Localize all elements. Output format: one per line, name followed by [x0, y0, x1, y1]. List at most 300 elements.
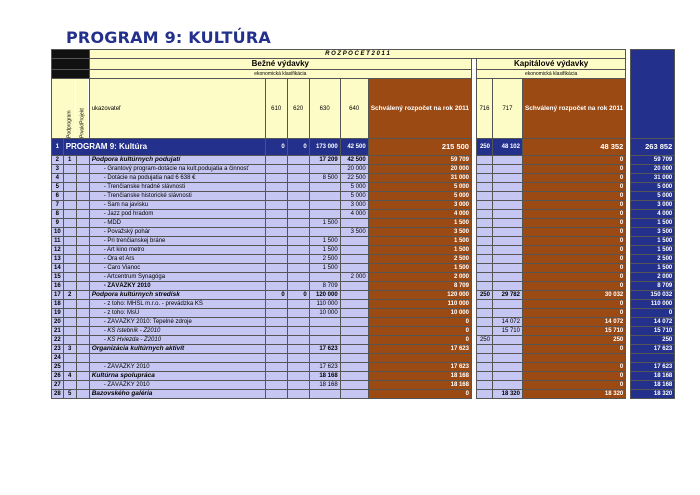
cell-620 [287, 174, 309, 183]
cell-total: 17 623 [631, 345, 675, 354]
cell-630: 2 500 [309, 255, 340, 264]
cell-620 [287, 372, 309, 381]
row-label: - ZÁVÄZKY 2010 [89, 363, 265, 372]
cell-717 [492, 264, 522, 273]
cell-kapitalove-total: 0 [522, 165, 625, 174]
table-row [52, 354, 675, 363]
prvok-cell [76, 192, 89, 201]
cell-bezne-total: 18 168 [368, 381, 471, 390]
cell-630: 1 500 [309, 237, 340, 246]
row-number: 11 [52, 237, 64, 246]
cell-717 [492, 345, 522, 354]
subprogram-row [52, 156, 675, 165]
cell-716: 250 [476, 291, 492, 300]
cell-630 [309, 192, 340, 201]
prvok-cell [76, 201, 89, 210]
cell-620 [287, 273, 309, 282]
cell-610 [265, 156, 287, 165]
table-row [52, 381, 675, 390]
cell-kapitalove-total: 0 [522, 210, 625, 219]
cell-620 [287, 300, 309, 309]
cell-717: 14 072 [492, 318, 522, 327]
cell-610 [265, 345, 287, 354]
col-640-header: 640 [340, 79, 368, 139]
cell-717 [492, 282, 522, 291]
podprogram-cell [63, 354, 76, 363]
kapitalove-vydavky-header: Kapitálové výdavky [476, 59, 625, 70]
prvok-cell [76, 363, 89, 372]
row-label: - Grantový program-dotácie na kult.podujatia a činnosť [89, 165, 265, 174]
cell-717 [492, 273, 522, 282]
cell-640 [340, 255, 368, 264]
cell-716 [476, 237, 492, 246]
row-number: 10 [52, 228, 64, 237]
cell-716 [476, 363, 492, 372]
cell-620 [287, 165, 309, 174]
cell-640 [340, 291, 368, 300]
row-number: 7 [52, 201, 64, 210]
cell-total: 1 500 [631, 237, 675, 246]
cell-kapitalove-total: 0 [522, 345, 625, 354]
row-label: - KS Istebník - Z2010 [89, 327, 265, 336]
cell-630: 8 500 [309, 174, 340, 183]
cell-610 [265, 219, 287, 228]
row-number: 6 [52, 192, 64, 201]
cell-630: 17 623 [309, 345, 340, 354]
cell-640 [340, 354, 368, 363]
table-row [52, 309, 675, 318]
row-label: - Pri trenčianskej bráne [89, 237, 265, 246]
cell-717 [492, 381, 522, 390]
cell-716 [476, 246, 492, 255]
cell-total: 14 072 [631, 318, 675, 327]
row-number: 8 [52, 210, 64, 219]
prvok-cell [76, 237, 89, 246]
cell-716 [476, 255, 492, 264]
prvok-header: Prvok/Projekt [76, 79, 89, 139]
row-label: - Ora et Ars [89, 255, 265, 264]
ukazovatel-header: ukazovateľ [89, 79, 265, 139]
cell-kapitalove-total: 0 [522, 156, 625, 165]
cell-640 [340, 390, 368, 399]
row-number: 17 [52, 291, 64, 300]
cell-kapitalove-total: 0 [522, 309, 625, 318]
cell-717: 15 710 [492, 327, 522, 336]
podprogram-cell [63, 255, 76, 264]
cell-bezne-total: 1 500 [368, 237, 471, 246]
cell-717 [492, 246, 522, 255]
cell-610 [265, 255, 287, 264]
cell-716 [476, 183, 492, 192]
cell-bezne-total: 3 500 [368, 228, 471, 237]
cell-kapitalove-total: 0 [522, 282, 625, 291]
cell-640 [340, 300, 368, 309]
table-row [52, 318, 675, 327]
cell-630: 10 000 [309, 309, 340, 318]
prvok-cell [76, 255, 89, 264]
podprogram-cell [63, 363, 76, 372]
podprogram-cell: 3 [63, 345, 76, 354]
cell-bezne-total: 120 000 [368, 291, 471, 300]
row-number: 21 [52, 327, 64, 336]
row-number: 28 [52, 390, 64, 399]
cell-620 [287, 381, 309, 390]
cell-620 [287, 345, 309, 354]
cell-716 [476, 174, 492, 183]
cell-630 [309, 336, 340, 345]
cell-total: 0 [631, 309, 675, 318]
table-row [52, 264, 675, 273]
row-label [89, 354, 265, 363]
cell-kapitalove-total: 0 [522, 255, 625, 264]
table-row [52, 174, 675, 183]
cell-716 [476, 165, 492, 174]
cell-620 [287, 255, 309, 264]
cell-total: 18 168 [631, 381, 675, 390]
cell-bezne-total: 10 000 [368, 309, 471, 318]
cell-717 [492, 336, 522, 345]
podprogram-cell [63, 210, 76, 219]
cell-610 [265, 336, 287, 345]
podprogram-cell [63, 192, 76, 201]
cell-kapitalove-total: 0 [522, 228, 625, 237]
cell-total: 3 500 [631, 228, 675, 237]
cell-610 [265, 354, 287, 363]
cell-bezne-total: 0 [368, 336, 471, 345]
cell-717 [492, 219, 522, 228]
table-row [52, 336, 675, 345]
cell-610 [265, 228, 287, 237]
cell-kapitalove-total: 0 [522, 381, 625, 390]
prvok-cell [76, 282, 89, 291]
podprogram-cell [63, 264, 76, 273]
cell-640 [340, 345, 368, 354]
cell-kapitalove-total: 0 [522, 219, 625, 228]
cell-610 [265, 381, 287, 390]
cell-610 [265, 273, 287, 282]
cell-716 [476, 318, 492, 327]
cell-total: 8 709 [631, 282, 675, 291]
row-number: 9 [52, 219, 64, 228]
podprogram-header: Podprogram [63, 79, 76, 139]
row-label: - ZÁVÄZKY 2010 [89, 282, 265, 291]
podprogram-cell: 1 [63, 156, 76, 165]
row-number: 3 [52, 165, 64, 174]
row-label: Bazovského galéria [89, 390, 265, 399]
cell-640 [340, 282, 368, 291]
cell-640: 5 000 [340, 192, 368, 201]
row-number: 12 [52, 246, 64, 255]
cell-716: 250 [476, 336, 492, 345]
podprogram-cell [63, 282, 76, 291]
prvok-cell [76, 228, 89, 237]
cell-bezne-total: 5 000 [368, 183, 471, 192]
cell-717 [492, 354, 522, 363]
cell-620 [287, 336, 309, 345]
row-number: 19 [52, 309, 64, 318]
cell-640: 2 000 [340, 273, 368, 282]
cell-kapitalove-total: 30 032 [522, 291, 625, 300]
budget-table [51, 49, 675, 399]
cell-640 [340, 264, 368, 273]
cell-717 [492, 174, 522, 183]
cell-total: 18 320 [631, 390, 675, 399]
subprogram-row [52, 390, 675, 399]
cell-630: 18 168 [309, 372, 340, 381]
cell-716 [476, 228, 492, 237]
col-610-header: 610 [265, 79, 287, 139]
cell-630 [309, 165, 340, 174]
podprogram-cell [63, 336, 76, 345]
prvok-cell [76, 336, 89, 345]
cell-kapitalove-total: 0 [522, 237, 625, 246]
table-row [52, 165, 675, 174]
podprogram-cell [63, 309, 76, 318]
podprogram-cell [63, 381, 76, 390]
prvok-cell [76, 345, 89, 354]
cell-717 [492, 183, 522, 192]
cell-bezne-total: 1 500 [368, 264, 471, 273]
cell-kapitalove-total: 0 [522, 264, 625, 273]
cell-630 [309, 201, 340, 210]
cell-total: 2 000 [631, 273, 675, 282]
cell-630: 1 500 [309, 219, 340, 228]
cell-620 [287, 354, 309, 363]
prvok-cell [76, 273, 89, 282]
cell-640: 5 000 [340, 183, 368, 192]
podprogram-cell [63, 228, 76, 237]
cell-717 [492, 300, 522, 309]
row-number: 4 [52, 174, 64, 183]
cell-bezne-total: 17 623 [368, 345, 471, 354]
cell-717 [492, 201, 522, 210]
col-620-header: 620 [287, 79, 309, 139]
cell-717 [492, 165, 522, 174]
cell-610 [265, 183, 287, 192]
cell-620 [287, 309, 309, 318]
cell-630 [309, 354, 340, 363]
podprogram-cell [63, 273, 76, 282]
cell-bezne-total: 4 000 [368, 210, 471, 219]
prvok-cell [76, 210, 89, 219]
prvok-cell [76, 381, 89, 390]
cell-610 [265, 201, 287, 210]
cell-620 [287, 156, 309, 165]
prvok-cell [76, 327, 89, 336]
cell-630 [309, 327, 340, 336]
cell-bezne-total: 20 000 [368, 165, 471, 174]
cell-kapitalove-total [522, 354, 625, 363]
ek-klas-bezne: ekonomická klasifikácia [89, 70, 471, 79]
cell-total: 18 168 [631, 372, 675, 381]
cell-640 [340, 372, 368, 381]
cell-630: 1 500 [309, 264, 340, 273]
row-number: 16 [52, 282, 64, 291]
cell-total: 5 000 [631, 183, 675, 192]
cell-630 [309, 210, 340, 219]
schvaleny-kapitalove-header: Schválený rozpočet na rok 2011 [522, 79, 625, 139]
cell-717: 18 320 [492, 390, 522, 399]
ek-klas-kapitalove: ekonomická klasifikácia [476, 70, 625, 79]
podprogram-cell [63, 183, 76, 192]
table-row [52, 246, 675, 255]
cell-total: 150 032 [631, 291, 675, 300]
cell-640 [340, 246, 368, 255]
row-number: 18 [52, 300, 64, 309]
cell-kapitalove-total: 0 [522, 246, 625, 255]
cell-total: 15 710 [631, 327, 675, 336]
cell-716 [476, 192, 492, 201]
prvok-cell [76, 219, 89, 228]
cell-630: 120 000 [309, 291, 340, 300]
cell-total: 1 500 [631, 264, 675, 273]
cell-620 [287, 192, 309, 201]
table-row [52, 183, 675, 192]
col-717-header: 717 [492, 79, 522, 139]
prvok-cell [76, 174, 89, 183]
program-label: PROGRAM 9: Kultúra [63, 139, 265, 156]
cell-kapitalove-total: 0 [522, 201, 625, 210]
cell-717 [492, 372, 522, 381]
cell-620 [287, 390, 309, 399]
cell-610 [265, 210, 287, 219]
cell-717: 29 782 [492, 291, 522, 300]
cell-bezne-total: 8 709 [368, 282, 471, 291]
cell-716 [476, 264, 492, 273]
cell-620 [287, 363, 309, 372]
subprogram-row [52, 372, 675, 381]
cell-640: 42 500 [340, 156, 368, 165]
cell-total: 17 623 [631, 363, 675, 372]
cell-620 [287, 237, 309, 246]
podprogram-cell [63, 246, 76, 255]
table-row [52, 237, 675, 246]
cell-620 [287, 246, 309, 255]
cell-717 [492, 192, 522, 201]
cell-620 [287, 219, 309, 228]
cell-630: 17 209 [309, 156, 340, 165]
cell-kapitalove-total: 0 [522, 183, 625, 192]
cell-630 [309, 228, 340, 237]
cell-kapitalove-total: 14 072 [522, 318, 625, 327]
cell-640: 3 000 [340, 201, 368, 210]
podprogram-cell [63, 174, 76, 183]
cell-717 [492, 255, 522, 264]
program-row: 1 PROGRAM 9: Kultúra 0 0 173 000 42 500 215 500 250 48 102 48 352 263 852 [52, 139, 675, 156]
cell-610 [265, 237, 287, 246]
prvok-cell [76, 300, 89, 309]
cell-716 [476, 156, 492, 165]
row-number: 15 [52, 273, 64, 282]
row-label: - ZÁVÄZKY 2010: Tepelné zdroje [89, 318, 265, 327]
podprogram-cell [63, 237, 76, 246]
podprogram-cell [63, 201, 76, 210]
cell-610 [265, 192, 287, 201]
cell-total: 3 000 [631, 201, 675, 210]
cell-kapitalove-total: 0 [522, 192, 625, 201]
cell-bezne-total: 2 500 [368, 255, 471, 264]
cell-610 [265, 246, 287, 255]
table-row [52, 300, 675, 309]
cell-total: 31 000 [631, 174, 675, 183]
cell-630: 1 500 [309, 246, 340, 255]
row-label: - Artcentrum Synagóga [89, 273, 265, 282]
cell-716 [476, 390, 492, 399]
table-row [52, 192, 675, 201]
cell-610: 0 [265, 291, 287, 300]
prvok-cell [76, 309, 89, 318]
cell-640 [340, 363, 368, 372]
cell-716 [476, 210, 492, 219]
cell-630: 8 709 [309, 282, 340, 291]
cell-630 [309, 273, 340, 282]
cell-716 [476, 381, 492, 390]
table-row [52, 363, 675, 372]
cell-620 [287, 327, 309, 336]
row-number: 25 [52, 363, 64, 372]
corner-cell [52, 50, 90, 59]
row-number: 2 [52, 156, 64, 165]
cell-610 [265, 282, 287, 291]
row-label: - z toho: MHSL m.r.o. - prevádzka KS [89, 300, 265, 309]
prvok-cell [76, 156, 89, 165]
cell-610 [265, 363, 287, 372]
cell-total: 1 500 [631, 219, 675, 228]
row-number: 23 [52, 345, 64, 354]
cell-bezne-total: 0 [368, 327, 471, 336]
cell-640 [340, 327, 368, 336]
prvok-cell [76, 291, 89, 300]
podprogram-cell [63, 318, 76, 327]
cell-717 [492, 228, 522, 237]
cell-640 [340, 237, 368, 246]
cell-620 [287, 318, 309, 327]
prvok-cell [76, 183, 89, 192]
row-number: 27 [52, 381, 64, 390]
cell-640 [340, 318, 368, 327]
cell-bezne-total: 0 [368, 318, 471, 327]
cell-610 [265, 327, 287, 336]
cell-640 [340, 309, 368, 318]
cell-total: 59 709 [631, 156, 675, 165]
cell-total: 110 000 [631, 300, 675, 309]
prvok-cell [76, 246, 89, 255]
cell-716 [476, 273, 492, 282]
cell-717 [492, 309, 522, 318]
row-label: Podpora kultúrnych stredísk [89, 291, 265, 300]
col-630-header: 630 [309, 79, 340, 139]
podprogram-cell [63, 300, 76, 309]
row-label: Podpora kultúrnych podujatí [89, 156, 265, 165]
table-row [52, 327, 675, 336]
page-title: PROGRAM 9: KULTÚRA [66, 28, 271, 47]
cell-bezne-total: 31 000 [368, 174, 471, 183]
cell-620 [287, 228, 309, 237]
cell-total [631, 354, 675, 363]
cell-716 [476, 300, 492, 309]
cell-bezne-total: 5 000 [368, 192, 471, 201]
cell-kapitalove-total: 0 [522, 372, 625, 381]
cell-620 [287, 201, 309, 210]
row-label: - z toho: MsÚ [89, 309, 265, 318]
row-label: - Art kino metro [89, 246, 265, 255]
cell-716 [476, 327, 492, 336]
cell-bezne-total: 1 500 [368, 246, 471, 255]
podprogram-cell: 5 [63, 390, 76, 399]
cell-bezne-total: 59 709 [368, 156, 471, 165]
row-number: 26 [52, 372, 64, 381]
bezne-vydavky-header: Bežné výdavky [89, 59, 471, 70]
